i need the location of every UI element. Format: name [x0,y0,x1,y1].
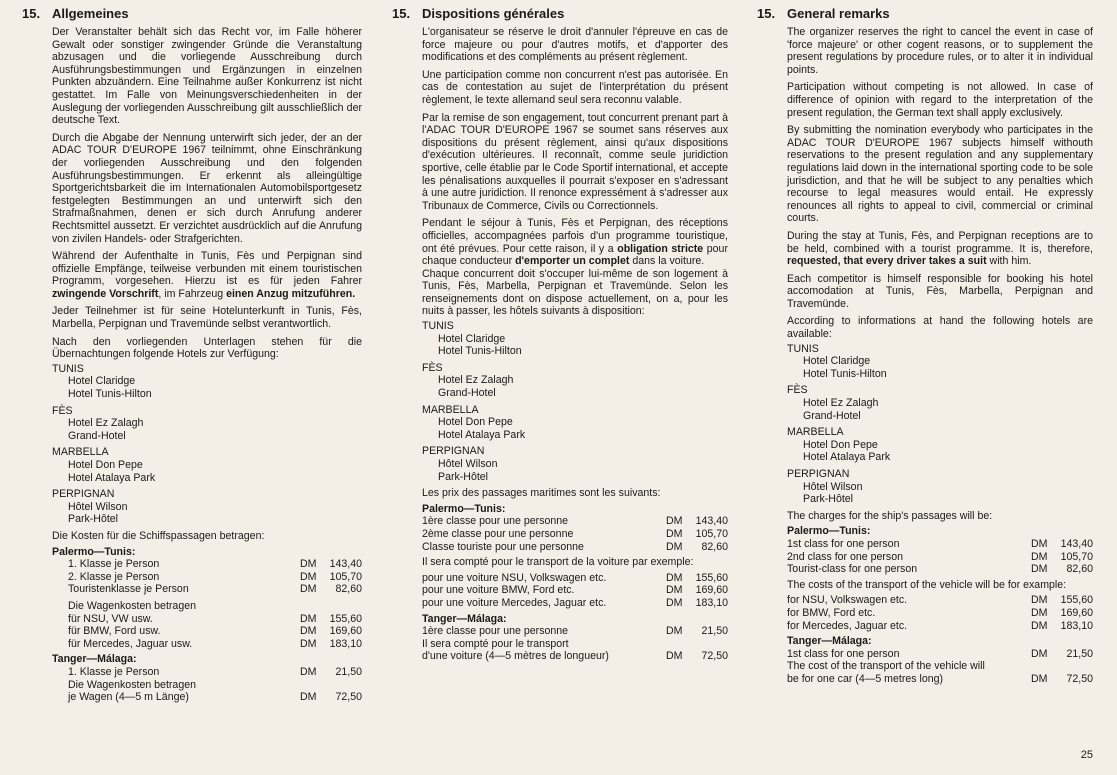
hotel-name: Grand-Hotel [803,409,861,422]
city-name: PERPIGNAN [422,445,485,458]
hotel-list [422,333,728,358]
price-row [68,666,362,679]
price-label: 1ère classe pour une personne [422,515,569,528]
price-amount: 155,60 [329,612,362,625]
price-currency: DM [300,612,317,625]
paragraph: The organizer reserves the right to cancel the event in case of 'force majeure' or other cogent reasons, or to supplement the present regulations by procedure rules, or to alter it in individual points. [787,26,1093,76]
german-column [22,6,362,704]
price-row [787,620,1093,633]
hotel-name: Hotel Tunis-Hilton [803,367,887,380]
bold-phrase: d'emporter un complet [515,255,630,268]
price-amount: 72,50 [701,650,728,663]
city-name: MARBELLA [787,426,844,439]
city-name: TUNIS [52,362,84,375]
price-currency: DM [666,650,683,663]
price-currency: DM [300,570,317,583]
indented-block [52,666,362,704]
hotel-name: Hotel Don Pepe [68,459,143,471]
hotel-name: Hôtel Wilson [438,458,498,470]
price-label: be for one car (4—5 metres long) [787,672,944,685]
car-costs-intro: Il sera compté pour le transport de la voiture par exemple: [422,556,694,569]
price-label: pour une voiture NSU, Volkswagen etc. [422,571,607,584]
route-heading: Tanger—Málaga: [52,653,137,666]
price-label: Touristenklasse je Person [68,583,189,596]
hotel-list [422,416,728,441]
price-currency: DM [1031,550,1048,563]
price-row [422,541,728,554]
price-row [422,584,728,597]
hotel-name: Hotel Don Pepe [803,438,878,451]
price-amount: 183,10 [1060,619,1093,632]
english-column [757,6,1093,686]
section-title: Dispositions générales [422,6,565,21]
price-label: for BMW, Ford etc. [787,606,876,619]
section-number: 15. [757,6,776,21]
car-costs-intro: The costs of the transport of the vehicle will be for example: [787,578,1067,591]
price-label: für NSU, VW usw. [68,612,153,625]
text-run: Pendant le séjour à Tunis, Fès et Perpignan, des réceptions officielles, accompagnées parfois d'un programme touristique, ont été prévues. Pour cette raison, il y a [422,217,728,255]
hotel-list [52,417,362,442]
price-row [787,538,1093,551]
price-label: für BMW, Ford usw. [68,625,161,638]
price-row [68,638,362,651]
city-name: FÈS [52,404,73,417]
price-amount: 21,50 [701,625,728,638]
price-currency: DM [666,515,683,528]
page-number: 25 [1080,749,1093,761]
price-row [422,515,728,528]
price-row [422,572,728,585]
price-label: pour une voiture BMW, Ford etc. [422,584,575,597]
section-number: 15. [22,6,41,21]
hotel-name: Hotel Claridge [68,375,136,388]
text-run: with him. [986,255,1032,268]
price-currency: DM [1031,619,1048,632]
hotel-name: Hotel Atalaya Park [68,471,156,484]
paragraph [787,230,1093,268]
price-label: for NSU, Volkswagen etc. [787,594,908,607]
price-currency: DM [666,625,683,638]
hotel-list [422,458,728,483]
text-run: During the stay at Tunis, Fès, and Perpignan receptions are to be held, combined with a tourist programme. It is, therefore, [787,229,1093,255]
price-label: 2nd class for one person [787,550,904,563]
price-amount: 155,60 [1060,594,1093,607]
price-amount: 143,40 [695,515,728,528]
paragraph: Chaque concurrent doit s'occuper lui-même de son logement à Tunis, Fès, Marbella, Perpignan et Travemünde. Selon les renseignements dont on dispose actuellement, on a, pour les nuits à passer, les hôtels suivants à disposition: [422,267,728,318]
price-amount: 183,10 [695,596,728,609]
price-amount: 169,60 [695,584,728,597]
hotel-name: Hotel Ez Zalagh [68,417,144,430]
paragraph: Une participation comme non concurrent n'est pas autorisée. En cas de contestation au sujet de l'interprétation du présent règlement, le texte allemand seul sera reconnu valable. [422,68,728,106]
hotel-name: Hotel Claridge [438,332,506,345]
price-label: 1st class for one person [787,537,900,550]
hotel-list [52,459,362,484]
section-heading [392,6,728,22]
paragraph: Nach den vorliegenden Unterlagen stehen für die Übernachtungen folgende Hotels zur Verfügung: [52,335,362,361]
bold-phrase: zwingende Vorschrift [52,287,159,300]
city-name: PERPIGNAN [787,468,850,480]
price-amount: 169,60 [1060,606,1093,619]
route-heading: Tanger—Málaga: [787,635,872,648]
price-row [68,613,362,626]
route-heading: Palermo—Tunis: [52,545,136,558]
price-amount: 72,50 [335,691,362,704]
paragraph [422,217,728,267]
hotel-list [787,355,1093,380]
hotel-name: Grand-Hotel [68,429,126,442]
price-currency: DM [1031,537,1048,550]
price-row [787,594,1093,607]
price-label: 2. Klasse je Person [68,570,160,583]
price-label: d'une voiture (4—5 mètres de longueur) [422,650,609,663]
paragraph [52,250,362,300]
price-amount: 105,70 [329,570,362,583]
price-label: pour une voiture Mercedes, Jaguar etc. [422,596,607,609]
paragraph: Par la remise de son engagement, tout concurrent prenant part à l'ADAC TOUR D'EUROPE 1967 se soumet sans réserves aux dispositions du présent règlement, ainsi qu'aux dispositions d'exécution ultérieures. Il reconnaît, comme seule juridiction sportive, celle établie par le Code Sportif international, et accepte les pénalisations auxquelles il pourrait s'exposer en s'adressant à une autre juridiction. Il renonce expressément à s'adresser aux Tribunaux de Commerce, Civils ou Correctionnels. [422,111,728,212]
section-title: General remarks [787,6,890,21]
price-currency: DM [300,691,317,704]
city-name: MARBELLA [422,403,479,416]
section-number: 15. [392,6,411,21]
price-currency: DM [666,540,683,553]
price-label: Tourist-class for one person [787,563,918,576]
hotel-list [52,375,362,400]
price-amount: 105,70 [695,527,728,540]
price-row [787,648,1093,661]
hotel-name: Hotel Tunis-Hilton [68,388,152,401]
price-label: 2ème classe pour une personne [422,527,574,540]
route-heading: Tanger—Málaga: [422,612,507,625]
price-amount: 21,50 [1066,647,1093,660]
price-label: 1ère classe pour une personne [422,625,569,638]
hotel-name: Hotel Atalaya Park [438,428,526,441]
price-currency: DM [1031,594,1048,607]
hotel-name: Hôtel Wilson [803,480,863,493]
paragraph: Durch die Abgabe der Nennung unterwirft sich jeder, der an der ADAC TOUR D'EUROPE 1967 teilnimmt, ohne Einschränkung der vorliegenden Ausschreibung und den folgenden Ausführungsbestimmungen. Er erkennt als alleingültige Sportgerichtsbarkeit die im Internationalen Automobilsportgesetz festgelegten Bestimmungen an und unterwirft sich den Strafmaßnahmen, denen er sich durch Anrufung anderer Rechtsmittel aussetzt. Er verzichtet ausdrücklich auf die Anrufung von zivilen Handels- oder Strafgerichten. [52,131,362,245]
hotel-name: Hotel Don Pepe [438,416,513,429]
section-heading [757,6,1093,22]
price-row [787,607,1093,620]
hotel-name: Hotel Ez Zalagh [803,397,879,410]
price-amount: 72,50 [1066,672,1093,685]
costs-intro: The charges for the ship's passages will be: [787,509,993,522]
hotel-list [787,439,1093,464]
hotel-name: Hotel Claridge [803,355,871,368]
price-currency: DM [666,571,683,584]
price-currency: DM [300,665,317,678]
price-currency: DM [300,625,317,638]
price-row [787,673,1093,686]
price-currency: DM [1031,647,1048,660]
price-row [68,691,362,704]
price-row [422,528,728,541]
price-row [422,650,728,663]
city-name: TUNIS [787,342,819,355]
car-costs-label: Il sera compté pour le transport [422,637,569,650]
car-costs-label: Die Wagenkosten betragen [68,599,196,612]
bold-phrase: requested, that every driver takes a suit [787,255,987,268]
hotel-name: Park-Hôtel [803,493,854,506]
price-amount: 155,60 [695,571,728,584]
price-label: 1st class for one person [787,647,900,660]
hotel-name: Park-Hôtel [438,470,489,483]
french-column [392,6,728,663]
text-run: Während der Aufenthalte in Tunis, Fès und Perpignan sind offizielle Empfänge, teilweise verbunden mit einem touristischen Programm, vorgesehen. Hierzu ist es für jeden Fahrer [52,250,362,288]
price-label: 1. Klasse je Person [68,558,160,571]
hotel-list [787,481,1093,506]
paragraph: Der Veranstalter behält sich das Recht vor, im Falle höherer Gewalt oder sonstiger zwingender Gründe die Veranstaltung abzusagen und die vorliegende Ausschreibung durch Ausführungsbestimmungen und Ergänzungen in einzelnen Punkten abzuändern. Eine Teilnahme außer Konkurrenz ist nicht gestattet. Im Falle von Meinungsverschiedenheiten in der Auslegung der vorliegenden Ausschreibung gilt ausschließlich der deutsche Text. [52,26,362,127]
price-amount: 183,10 [329,637,362,650]
price-amount: 82,60 [701,540,728,553]
price-label: for Mercedes, Jaguar etc. [787,619,908,632]
section-title: Allgemeines [52,6,129,21]
city-name: TUNIS [422,320,454,333]
text-run: , im Fahrzeug [158,287,227,300]
paragraph: According to informations at hand the following hotels are available: [787,315,1093,341]
price-amount: 105,70 [1060,550,1093,563]
hotel-name: Hotel Tunis-Hilton [438,345,522,358]
bold-phrase: obligation stricte [617,242,704,255]
costs-intro: Die Kosten für die Schiffspassagen betragen: [52,529,265,542]
car-costs-label: Die Wagenkosten betragen [68,678,196,691]
price-row [68,558,362,571]
price-amount: 143,40 [329,558,362,571]
price-currency: DM [1031,563,1048,576]
price-currency: DM [1031,606,1048,619]
hotel-name: Grand-Hotel [438,387,496,400]
hotel-name: Hotel Ez Zalagh [438,374,514,387]
paragraph: Participation without competing is not allowed. In case of difference of opinion with regard to the interpretation of the present regulation, the German text shall apply exclusively. [787,81,1093,119]
price-amount: 169,60 [329,625,362,638]
price-row [68,583,362,596]
city-name: FÈS [787,384,808,397]
paragraph: L'organisateur se réserve le droit d'annuler l'épreuve en cas de force majeure ou pour d'autres motifs, et d'apporter des modifications et des compléments au présent règlement. [422,26,728,64]
price-label: für Mercedes, Jaguar usw. [68,637,193,650]
price-currency: DM [1031,672,1048,685]
price-currency: DM [666,527,683,540]
bold-phrase: einen Anzug mitzuführen. [226,287,356,300]
hotel-name: Park-Hôtel [68,513,119,526]
price-amount: 82,60 [1066,563,1093,576]
price-amount: 82,60 [335,583,362,596]
route-heading: Palermo—Tunis: [422,502,506,515]
text-run: pour chaque conducteur [422,242,728,268]
car-costs-label: The cost of the transport of the vehicle will [787,660,985,673]
paragraph: Each competitor is himself responsible for booking his hotel accomodation at Tunis, Fès, Marbella, Perpignan and Travemünde. [787,272,1093,310]
price-amount: 143,40 [1060,537,1093,550]
paragraph: By submitting the nomination everybody who participates in the ADAC TOUR D'EUROPE 1967 subjects himself withouth reservations to the present regulation and any supplementary regulations laid down in the international sporting code to be sole jurisdiction, and that he will be subject to any penalties which recourse to legal measures would entail. He expressly renounces all rights to appeal to civil, commercial or criminal courts. [787,124,1093,225]
text-run: dans la voiture. [629,255,705,268]
city-name: PERPIGNAN [52,488,115,501]
route-heading: Palermo—Tunis: [787,525,871,538]
hotel-list [52,501,362,526]
hotel-name: Hôtel Wilson [68,500,128,513]
costs-intro: Les prix des passages maritimes sont les suivants: [422,487,661,500]
price-currency: DM [300,558,317,571]
price-currency: DM [300,583,317,596]
price-row [422,625,728,638]
section-heading [22,6,362,22]
paragraph: Jeder Teilnehmer ist für seine Hotelunterkunft in Tunis, Fès, Marbella, Perpignan und Travemünde selbst verantwortlich. [52,305,362,331]
indented-block [52,558,362,650]
hotel-list [422,374,728,399]
price-currency: DM [666,584,683,597]
price-currency: DM [666,596,683,609]
price-row [787,563,1093,576]
price-label: je Wagen (4—5 m Länge) [68,691,189,704]
price-row [68,625,362,638]
price-currency: DM [300,637,317,650]
city-name: MARBELLA [52,446,109,459]
price-row [422,597,728,610]
price-row [787,551,1093,564]
price-label: Classe touriste pour une personne [422,540,584,553]
price-row [68,571,362,584]
price-label: 1. Klasse je Person [68,665,160,678]
hotel-list [787,397,1093,422]
hotel-name: Hotel Atalaya Park [803,451,891,464]
price-amount: 21,50 [335,665,362,678]
city-name: FÈS [422,361,443,374]
